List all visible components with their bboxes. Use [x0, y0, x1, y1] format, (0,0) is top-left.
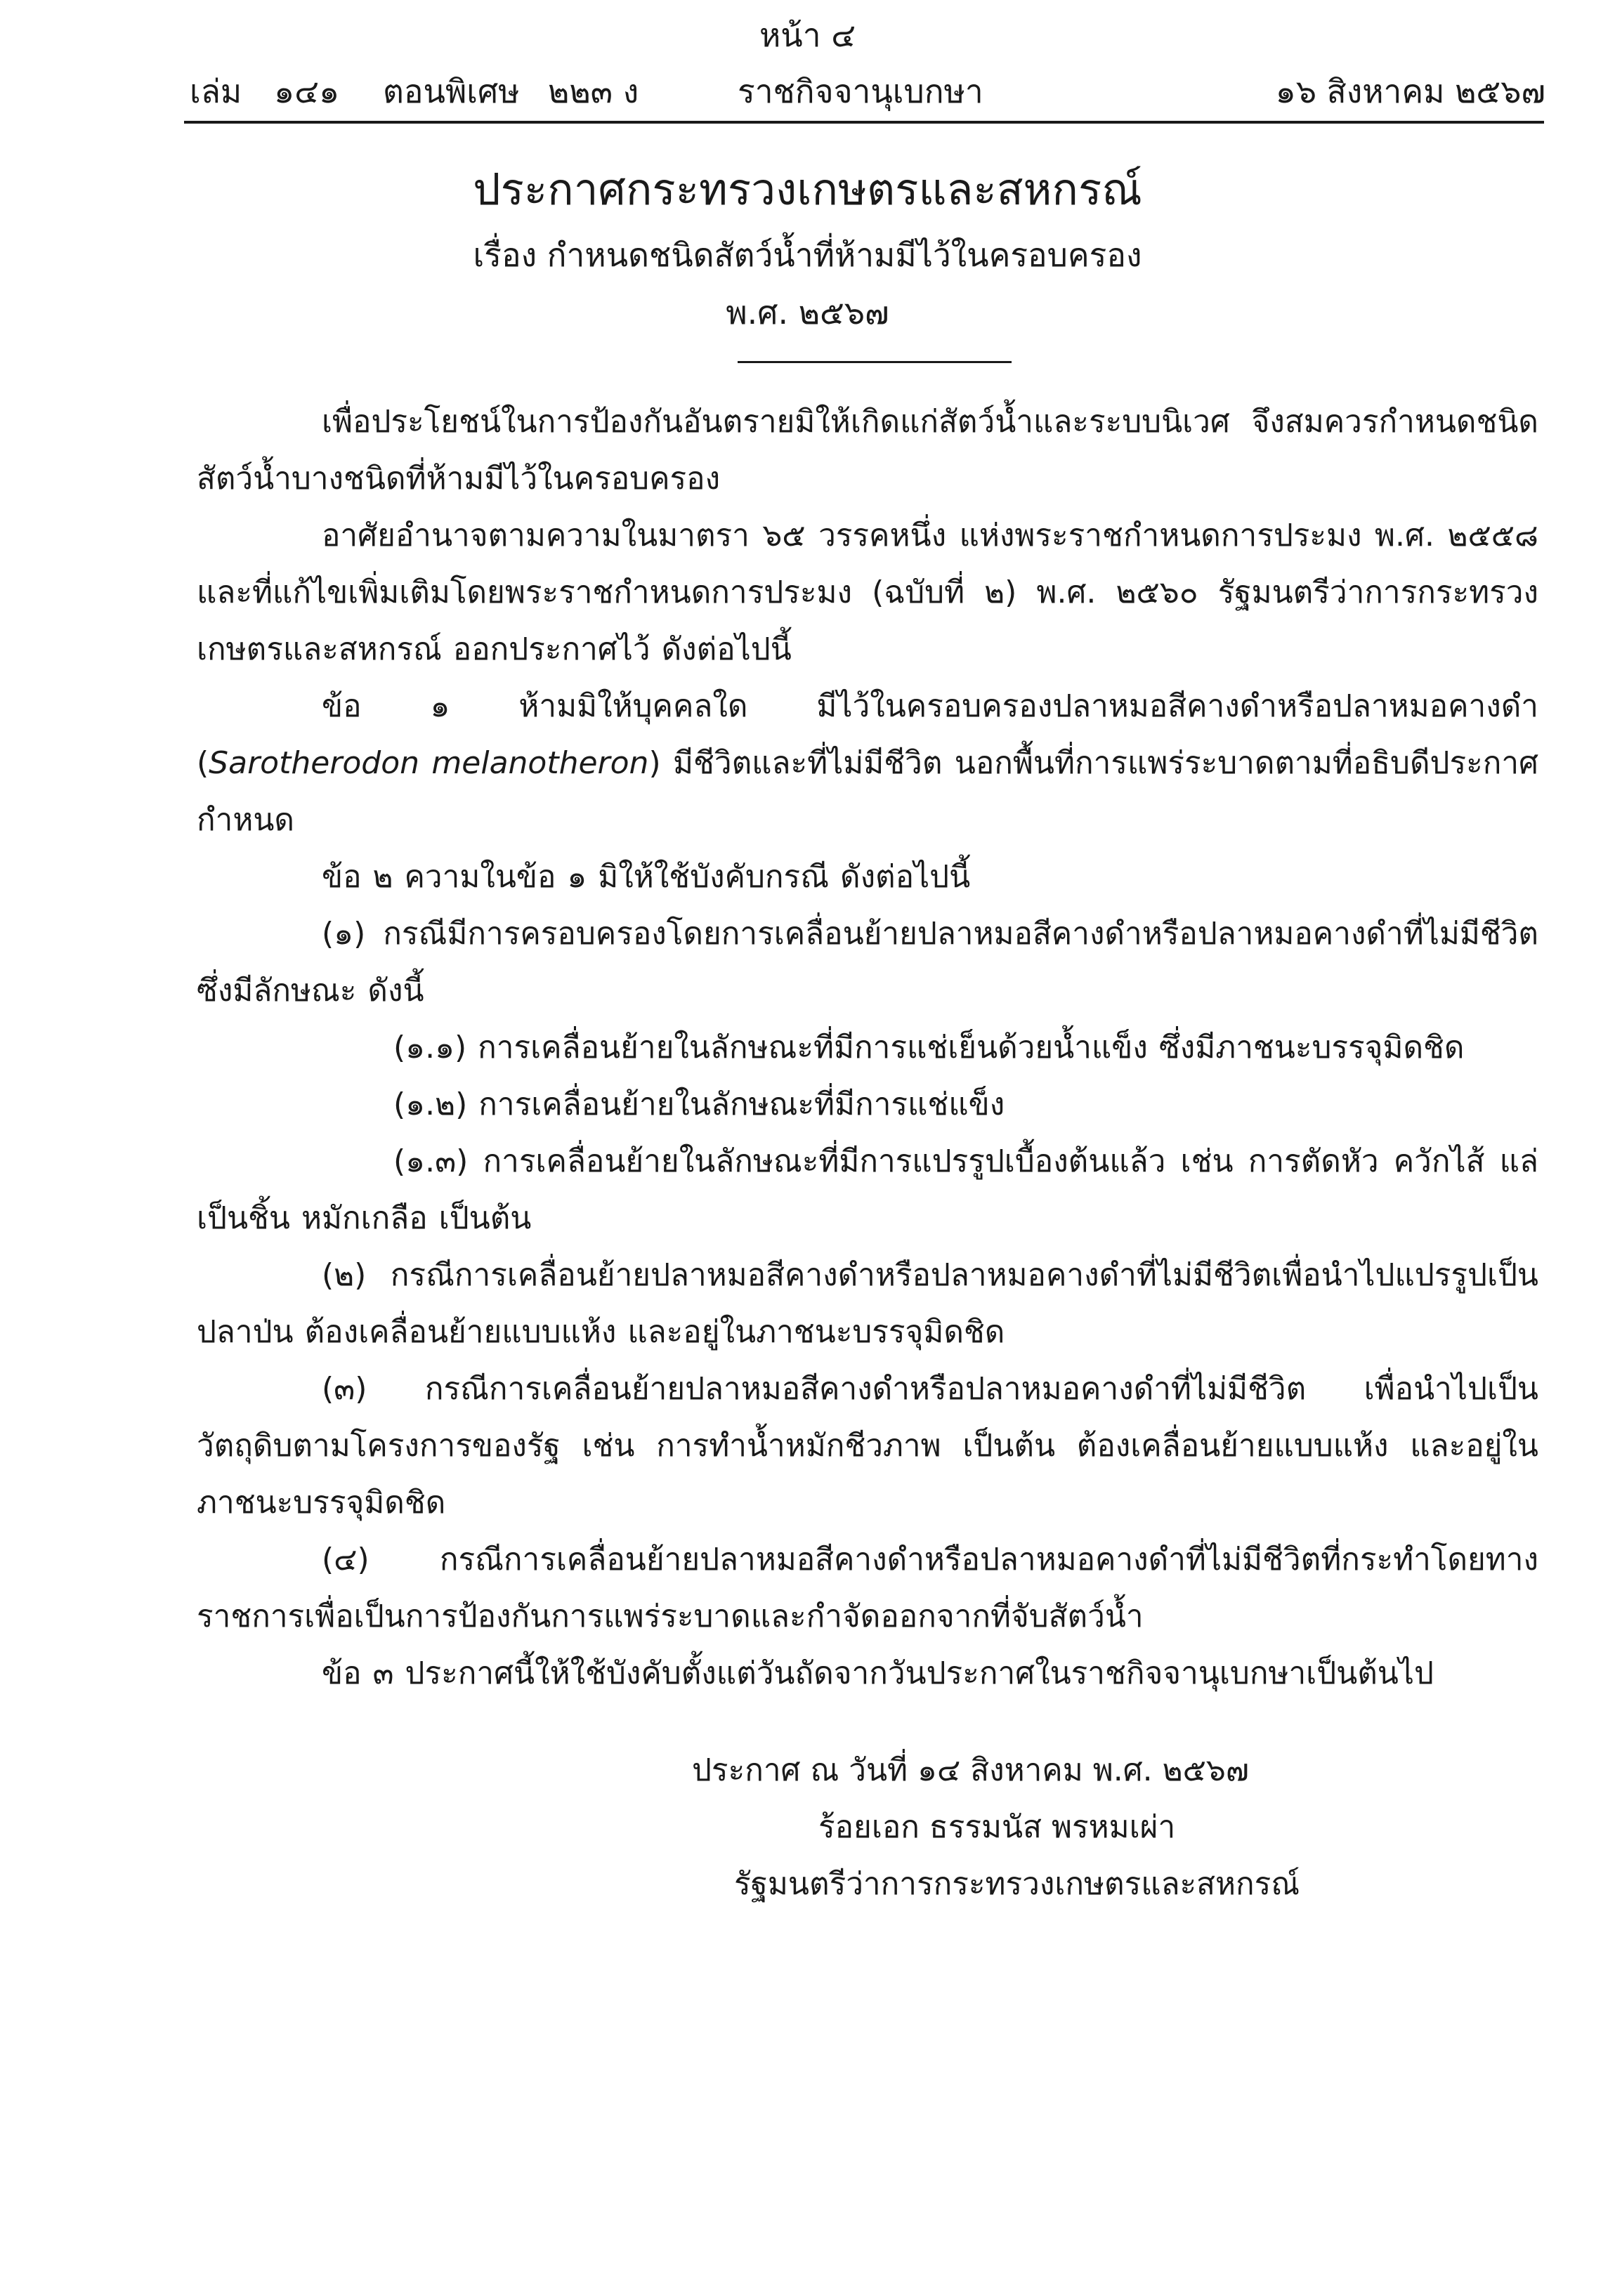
- clause-1-text-a: ข้อ ๑ ห้ามมิให้บุคคลใด มีไว้ในครอบครองปลาหมอสีคางดำหรือปลาหมอคางดำ (: [197, 688, 1538, 781]
- gazette-date: ๑๖ สิงหาคม ๒๕๖๗: [1275, 72, 1545, 110]
- clause-2-item-1: (๑) กรณีมีการครอบครองโดยการเคลื่อนย้ายปลาหมอสีคางดำหรือปลาหมอคางดำที่ไม่มีชีวิต ซึ่งมีลักษณะ ดังนี้: [197, 916, 1538, 1009]
- scientific-name: Sarotherodon melanotheron: [209, 745, 649, 781]
- clause-2-item-2: (๒) กรณีการเคลื่อนย้ายปลาหมอสีคางดำหรือปลาหมอคางดำที่ไม่มีชีวิตเพื่อนำไปแปรรูปเป็นปลาป่น ต้องเคลื่อนย้ายแบบแห้ง และอยู่ในภาชนะบรรจุมิดชิด: [197, 1257, 1538, 1350]
- announcement-subject: เรื่อง กำหนดชนิดสัตว์น้ำที่ห้ามมีไว้ในครอบครอง: [473, 236, 1142, 274]
- preamble-paragraph: เพื่อประโยชน์ในการป้องกันอันตรายมิให้เกิดแก่สัตว์น้ำและระบบนิเวศ จึงสมควรกำหนดชนิดสัตว์น้ำบางชนิดที่ห้ามมีไว้ในครอบครอง: [197, 404, 1538, 497]
- clause-2: ข้อ ๒ ความในข้อ ๑ มิให้ใช้บังคับกรณี ดังต่อไปนี้: [322, 859, 971, 895]
- clause-1: [197, 678, 1538, 848]
- clause-3: ข้อ ๓ ประกาศนี้ให้ใช้บังคับตั้งแต่วันถัดจากวันประกาศในราชกิจจานุเบกษาเป็นต้นไป: [322, 1655, 1434, 1691]
- issue-label: ตอนพิเศษ: [383, 72, 520, 110]
- clause-2-item-1-2: (๑.๒) การเคลื่อนย้ายในลักษณะที่มีการแช่แข็ง: [393, 1087, 1005, 1122]
- signatory-position: รัฐมนตรีว่าการกระทรวงเกษตรและสหกรณ์: [734, 1866, 1300, 1902]
- issue-number: ๒๒๓ ง: [548, 72, 639, 110]
- gazette-header: [190, 69, 1545, 114]
- clause-2-item-4: (๔) กรณีการเคลื่อนย้ายปลาหมอสีคางดำหรือปลาหมอคางดำที่ไม่มีชีวิตที่กระทำโดยทางราชการเพื่อเป็นการป้องกันการแพร่ระบาดและกำจัดออกจากที่จับสัตว์น้ำ: [197, 1542, 1538, 1634]
- announcement-title: ประกาศกระทรวงเกษตรและสหกรณ์: [473, 164, 1142, 215]
- authority-paragraph: อาศัยอำนาจตามความในมาตรา ๖๕ วรรคหนึ่ง แห่งพระราชกำหนดการประมง พ.ศ. ๒๕๕๘ และที่แก้ไขเพิ่มเติมโดยพระราชกำหนดการประมง (ฉบับที่ ๒) พ.ศ. ๒๕๖๐ รัฐมนตรีว่าการกระทรวงเกษตรและสหกรณ์ ออกประกาศไว้ ดังต่อไปนี้: [197, 518, 1538, 667]
- gazette-name: ราชกิจจานุเบกษา: [738, 72, 983, 110]
- announcement-year: พ.ศ. ๒๕๖๗: [726, 294, 889, 332]
- signature-date: ประกาศ ณ วันที่ ๑๔ สิงหาคม พ.ศ. ๒๕๖๗: [692, 1752, 1249, 1788]
- signature-block: [674, 1742, 1377, 1913]
- clause-2-item-1-3: (๑.๓) การเคลื่อนย้ายในลักษณะที่มีการแปรรูปเบื้องต้นแล้ว เช่น การตัดหัว ควักไส้ แล่เป็นชิ้น หมักเกลือ เป็นต้น: [197, 1143, 1538, 1236]
- clause-2-item-1-1: (๑.๑) การเคลื่อนย้ายในลักษณะที่มีการแช่เย็นด้วยน้ำแข็ง ซึ่งมีภาชนะบรรจุมิดชิด: [393, 1030, 1465, 1065]
- signatory-name: ร้อยเอก ธรรมนัส พรหมเผ่า: [818, 1809, 1176, 1845]
- clause-2-item-3: (๓) กรณีการเคลื่อนย้ายปลาหมอสีคางดำหรือปลาหมอคางดำที่ไม่มีชีวิต เพื่อนำไปเป็นวัตถุดิบตามโครงการของรัฐ เช่น การทำน้ำหมักชีวภาพ เป็นต้น ต้องเคลื่อนย้ายแบบแห้ง และอยู่ในภาชนะบรรจุมิดชิด: [197, 1371, 1538, 1521]
- announcement-body: [197, 393, 1538, 1702]
- volume-label: เล่ม: [190, 72, 242, 110]
- volume-number: ๑๔๑: [274, 72, 340, 110]
- page-number: หน้า ๔: [759, 16, 856, 54]
- clause-1-text-b: ) มีชีวิตและที่ไม่มีชีวิต นอกพื้นที่การแพร่ระบาดตามที่อธิบดีประกาศกำหนด: [197, 745, 1539, 838]
- header-divider: [184, 121, 1544, 124]
- title-divider: [738, 361, 1012, 363]
